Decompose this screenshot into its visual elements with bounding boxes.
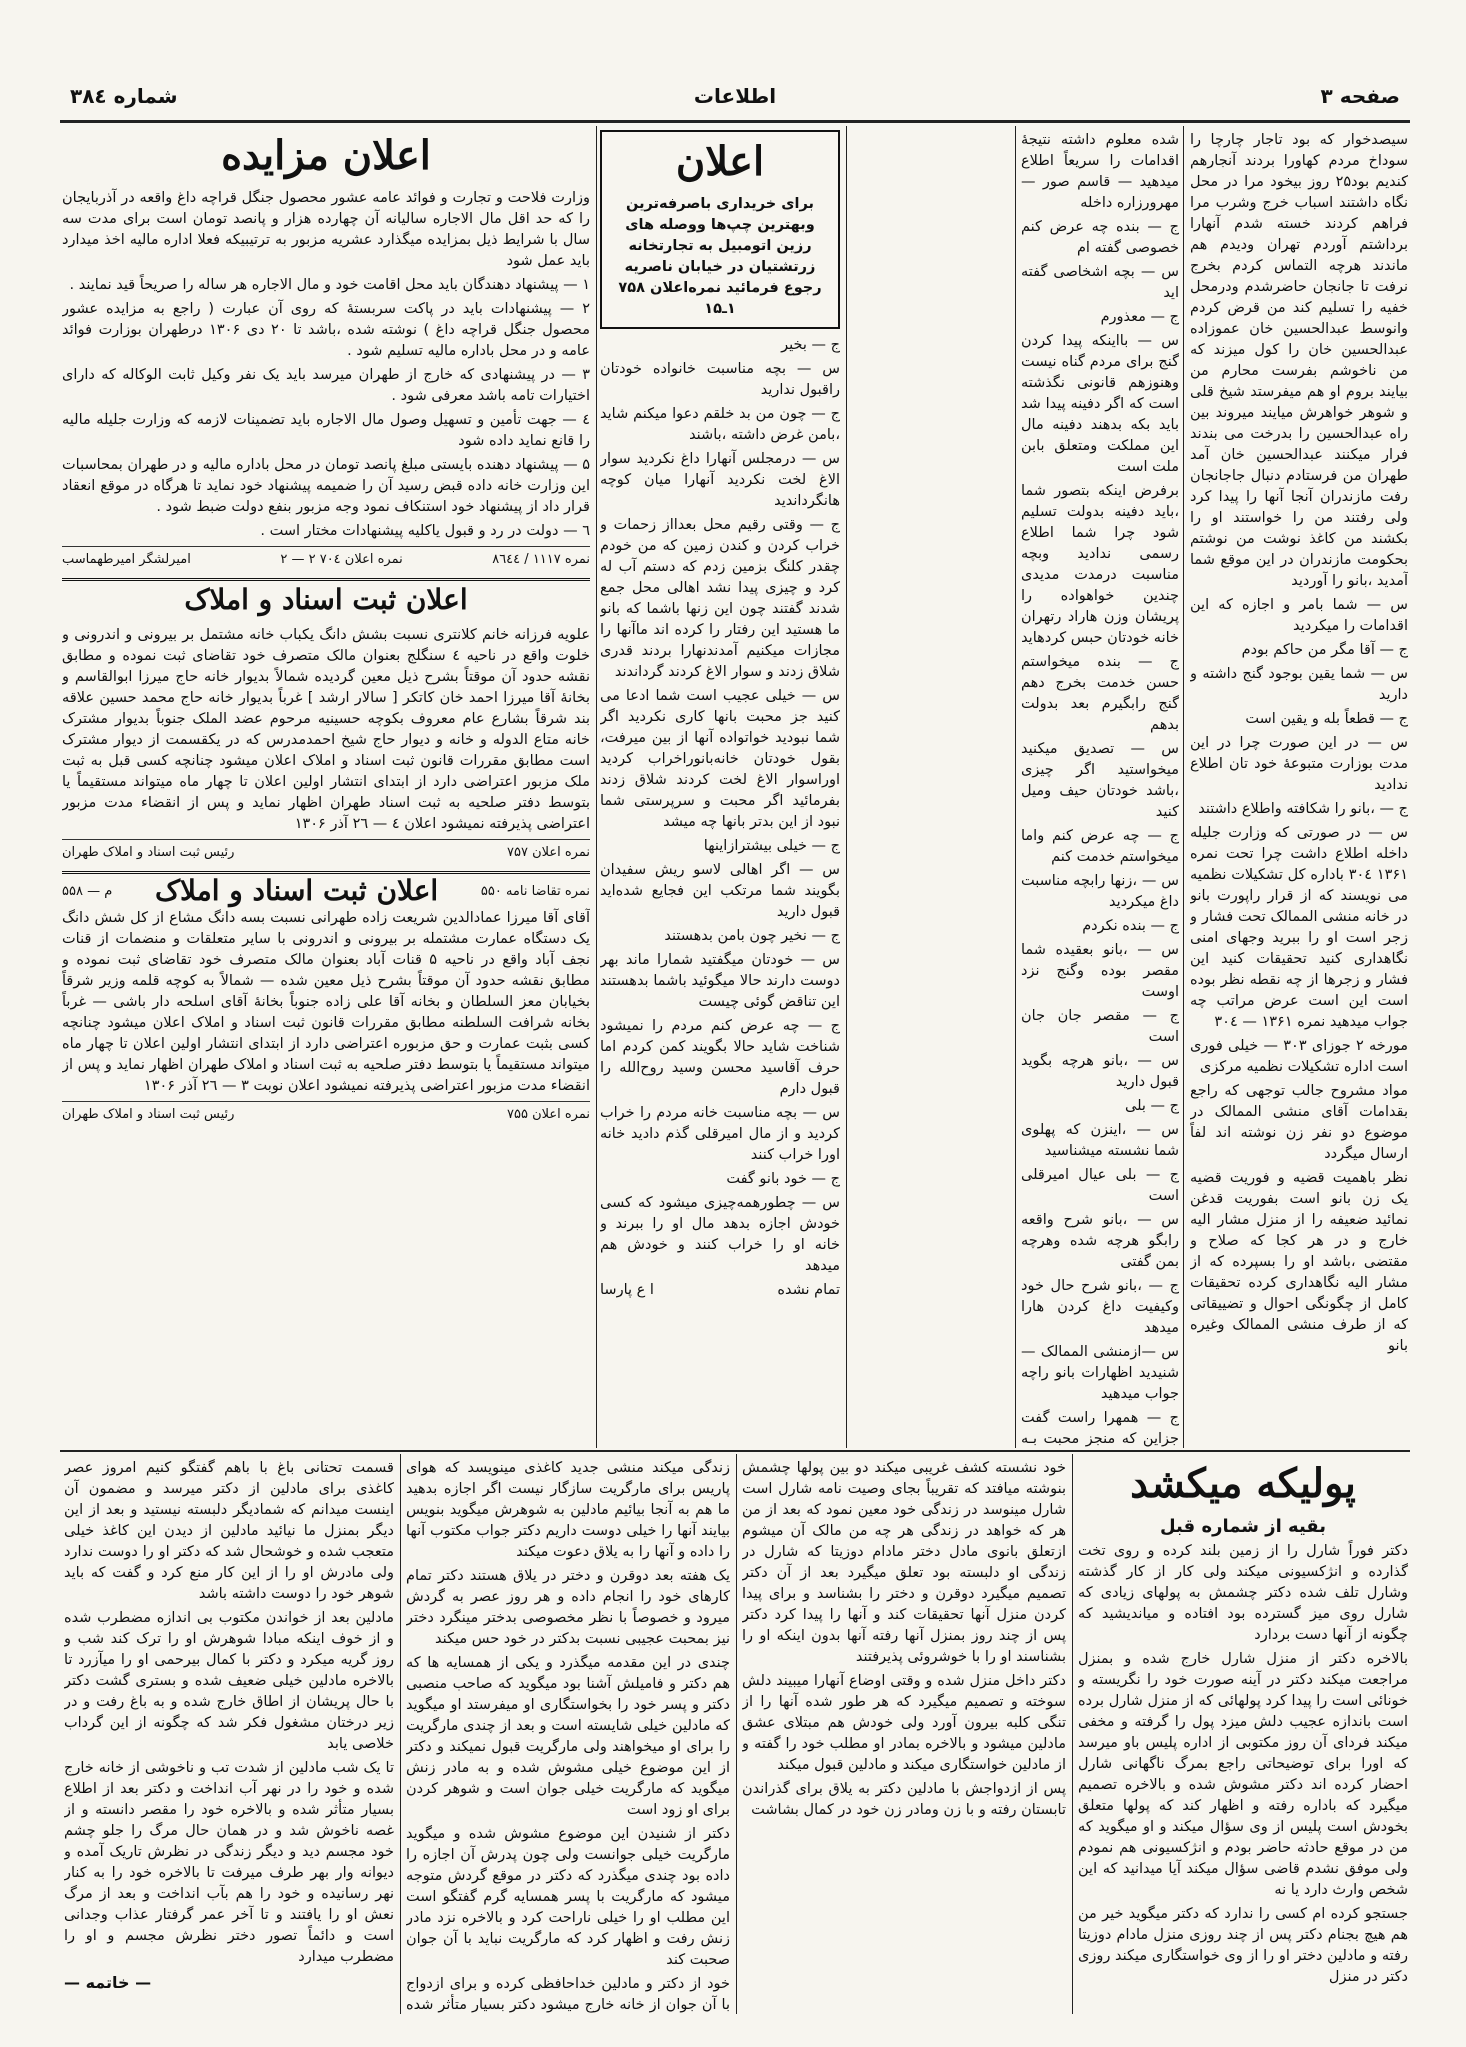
registration2-text: آقای آقا میرزا عمادالدین شریعت زاده طهرانی نسبت بسه دانگ مشاع از کل شش دانگ یک دستگاه عمارت مشتمله بر بیرونی و اندرونی با سایر متعلقات و منضمات از قنات نجف آباد واقع در ناحیه ۵ قنات آباد بعنوان مالک متصرف خود تقاضای ثبت نموده و مطابق نقشه حدود آن موقتاً بشرح ذیل معین شده — شمالاً به کوچه قلمه وزیر شرقاً بخیابان معز السلطان و بخانه آقا علی زاده جنوباً بخانهٔ آقای اسلحه دار باشی — غرباً بخانه شرافت السلطنه مطابق مقررات قانون ثبت اسناد و املاک اعلان میشود چنانچه کسی بثبت عمارت و حق مزبوره اعتراضی دارد از ابتدای انتشار اولین اعلان تا چهار ماه میتواند مستقیماً یا بتوسط دفتر صلحیه به ثبت اسناد و املاک طهران اظهار نماید و پس از انقضاء مدت مزبور اعتراضی پذیرفته نمیشود اعلان نوبت ۳ — ۲٦ آذر ۱۳۰۶ <box>62 910 590 1094</box>
paragraph: س — بچه اشخاصی گفته اید <box>1021 264 1179 301</box>
paragraph: دکتر داخل منزل شده و وقتی اوضاع آنهارا میبیند دلش سوخته و تصمیم میگیرد که هر طور شده آنها را از تنگی کلبه بیرون آورد ولی خودش هم مبتلای عشق مادلین میشود و بالاخره بمادر او مطلب خود را گفته و از مادلین خواستگاری میکند و مادلین قبول میکند <box>742 1673 1066 1773</box>
request-number: نمره تقاضا نامه ۵۵۰ <box>480 883 590 899</box>
paragraph: برفرض اینکه بتصور شما ،باید دفینه بدولت تسلیم شود چرا شما اطلاع رسمی ندادید وبچه مناسبت درمدت مدیدی چندین خواهواده را پریشان وزن هاراد رتهران خانه خودتان حبس کردهاید <box>1021 483 1179 646</box>
paragraph: ج — معذورم <box>1100 309 1179 325</box>
serial-column-1 <box>1078 1458 1408 2016</box>
signature-line <box>600 1280 840 1301</box>
paragraph: س — ،بانو بعقیده شما مقصر بوده وگنج نزد اوست <box>1021 942 1179 1000</box>
paragraph: س — اگر اهالی لاسو ریش سفیدان بگویند شما مرتکب این فجایع شده‌اید قبول دارید <box>600 862 840 920</box>
column-divider <box>846 126 847 1448</box>
paragraph: مادلین بعد از خواندن مکتوب بی اندازه مضطرب شده و از خوف اینکه مبادا شوهرش او را ترک کند شب و روز گریه میکرد و دکتر با کمال بیرحمی او را میآزرد تا بالاخره مادلین خیلی ضعیف شده و بستری گشت دکتر با حال پریشان از اطاق خارج شده و به باغ رفت و در زیر درختان مشغول فکر شد که چگونه از این گرداب خلاصی یابد <box>64 1610 394 1752</box>
paragraph: س — درمجلس آنهارا داغ نکردید سوار الاغ لخت نکردید آنهارا میان کوچه هانگرداندید <box>600 451 840 509</box>
paragraph: یک هفته بعد دوقرن و دختر در یلاق هستند دکتر تمام کارهای خود را انجام داده و هر روز عصر به گردش میرود و خصوصاً با نظر مخصوصی بدختر مینگرد دختر نیز بمحبت عجیبی نسبت بدکتر در خود حس میکند <box>406 1568 730 1647</box>
footer-field: نمره اعلان ۷۵۷ <box>506 845 590 860</box>
column-divider <box>596 126 597 1448</box>
paragraph: مواد مشروح جالب توجهی که راجع بقدامات آقای منشی الممالک در موضوع دو نفر زن نوشته اند لفاً ارسال میگردد <box>1190 1083 1408 1162</box>
paragraph: نظر باهمیت قضیه و فوریت قضیه یک زن بانو است بفوریت قدغن نمائید ضعیفه را از منزل مشار الیه خارج و در هر کجا که صلاح و مقتضی ،باشد او را بسپرده که از مشار الیه نگاهداری کرده تحقیقات کامل از چگونگی احوال و تضییقاتی که از طرف منشی الممالک وغیره بانو <box>1190 1170 1408 1354</box>
auction-item: ۳ — در پیشنهادی که خارج از طهران میرسد باید یک نفر وکیل ثابت الوکاله که دارای اختیارات تامه باشد معرفی شود . <box>62 367 590 404</box>
paragraph: ج — نخیر چون بامن بدهستند <box>664 928 840 944</box>
auction-footer <box>62 546 590 570</box>
paragraph: ج — چه عرض کنم واما میخواستم خدمت کنم <box>1021 828 1179 865</box>
header-rule <box>60 120 1410 123</box>
paragraph: ج — چه عرض کنم مردم را نمیشود شناخت شاید حالا بگویند کمن کردم اما حرف آقاسید محسن وسید روح‌الله را قبول دارم <box>600 1018 840 1097</box>
paragraph: مورخه ۲ جوزای ۳۰۳ — خیلی فوری است اداره تشکیلات نظمیه مرکزی <box>1190 1038 1408 1075</box>
paragraph: جستجو کرده ام کسی را ندارد که دکتر میگوید خیر من هم هیچ بجنام دکتر پس از چند روزی منزل مادام دوزیتا رفته و مادلین دختر او را از وی خواستگاری میکند روزی دکتر در منزل <box>1078 1906 1408 1985</box>
registration-title: اعلان ثبت اسناد و املاک <box>184 583 468 616</box>
registration2-footer <box>62 1101 590 1125</box>
paragraph: زندگی میکند منشی جدید کاغذی مینویسد که هوای پاریس برای مارگریت سازگار نیست اگر اجازه بدهید ما هم به آنجا بیائیم مادلین به شوهرش میگوید بنویس بیایند آنها را خیلی دوست داریم دکتر جواب مکتوب آنها را داده و آنها را به یلاق دعوت میکند <box>406 1460 730 1560</box>
paragraph: س — خودتان میگفتید شمارا ماند بهر دوست دارند حالا میگوئید باشما بدهستند این تناقض گوئی چیست <box>600 952 840 1010</box>
author-signature: ا ع پارسا <box>600 1282 654 1298</box>
registration2-title: اعلان ثبت اسناد و املاک <box>154 874 439 907</box>
paragraph: پس از ازدواجش با مادلین دکتر به یلاق برای گذراندن تابستان رفته و با زن ومادر زن خود در کمال بشاشت <box>742 1781 1066 1818</box>
auction-item: ۲ — پیشنهادات باید در پاکت سربستهٔ که روی آن عبارت ( راجع به مزایده عشور محصول جنگل قراچه داغ ) نوشته شده ،باشد تا ۲۰ دی ۱۳۰۶ درطهران بوزارت فوائد عامه و در محل باداره مالیه تسلیم شود . <box>62 301 590 359</box>
paragraph: ج — آقا مگر من حاکم بودم <box>1241 642 1408 658</box>
registration-footer <box>62 839 590 863</box>
page-number: صفحه ۳ <box>1320 84 1400 108</box>
issue-number: شماره ۳۸٤ <box>70 84 178 108</box>
paragraph: س — در این صورت چرا در این مدت بوزارت متبوعهٔ خود تان اطلاع ندادید <box>1190 735 1408 793</box>
footer-field: نمره ۱۱۱۷ / ۸٦٤٤ <box>492 552 590 567</box>
paragraph: س —ازمنشی الممالک — شنیدید اظهارات بانو راچه جواب میدهید <box>1021 1344 1179 1402</box>
footer-field: رئیس ثبت اسناد و املاک طهران <box>62 1107 235 1122</box>
column-divider <box>1183 126 1184 1448</box>
ad-title: اعلان <box>675 138 765 185</box>
paragraph: س — تصدیق میکنید میخواستید اگر چیزی ،باشد خودتان حیف ومیل کنید <box>1021 741 1179 820</box>
paragraph: ج — چون من بد خلقم دعوا میکنم شاید ،بامن غرض داشته ،باشند <box>600 406 840 443</box>
serial-column-2 <box>742 1458 1066 2016</box>
interrogation-column-3 <box>600 130 840 1448</box>
paragraph: ج — بلی عیال امیرقلی است <box>1021 1167 1179 1204</box>
auction-item: ٤ — جهت تأمین و تسهیل وصول مال الاجاره باید تضمینات لازمه که وزارت جلیله مالیه را قانع نماید داده شود <box>62 412 590 449</box>
paragraph: س — بااینکه پیدا کردن گنج برای مردم گناه نیست وهنوزهم قانونی نگذشته است که اگر دفینه پیدا شد باید بکه بدهند دفینه مال این مملکت ومتعلق بابن ملت است <box>1021 333 1179 475</box>
paragraph: خود نشسته کشف غریبی میکند دو بین پولها چشمش بنوشته میافتد که تقریباً بجای وصیت نامه شارل است شارل مینوسد در زندگی خود معین نمود که بعد از من هر که خواهد در زندگی هر چه من مالک آن میشوم ازتعلق بانوی مادل دختر مادام دوزیتا که شارل در زندگی او دلبسته بود تعلق میگیرد بعد از آن دکتر تصمیم میگیرد دوقرن و دختر را بشناسد و برای پیدا کردن منزل آنها تحقیقات کند و آنها را پیدا کرد دکتر پس از چند روز بمنزل آنها رفته آنها بدون اینکه او را بشناسند او را با خوشروئی پذیرفتند <box>742 1460 1066 1665</box>
paragraph: س — ،بانو هرچه بگوید قبول دارید <box>1021 1053 1179 1090</box>
paragraph: ج — مقصر جان جان است <box>1021 1008 1179 1045</box>
serial-column-4 <box>64 1458 394 2016</box>
paragraph: ج — بنده نکردم <box>1082 918 1179 934</box>
advertisement-box <box>600 130 840 329</box>
paragraph: تا یک شب مادلین از شدت تب و ناخوشی از خانه خارج شده و خود را در نهر آب انداخت و دکتر بعد از اطلاع بسیار متأثر شده و بالاخره خود را مقصر دانسته و از غصه ناخوش شد و در همان حال مرگ را جلو چشم خود مجسم دید و دیگر زندگی در نظرش تاریک آمده و دیوانه وار بهر طرف میرفت تا بالاخره خود را به کنار نهر رسانیده و خود را هم بآب انداخت و بعد از مرگ نعش او را یافتند و تا آخر عمر گرفتار عذاب وجدانی است و دائماً تصور دختر نظرش مجسم و او را مضطرب میدارد <box>64 1760 394 1965</box>
paragraph: س — ،اینزن که پهلوی شما نشسته میشناسید <box>1021 1122 1179 1159</box>
paragraph: س — در صورتی که وزارت جلیله داخله اطلاع داشت چرا تحت نمره ۱۳۶۱ ۳۰٤ باداره کل تشکیلات نظمیه می نویسند که از قرار راپورت بانو در خانه منشی الممالک تحت فشار و زجر است او را ببرید وجهای امنی نگاهداری کنید تحقیقات کنید این فشار و زجرها از چه نقطه نظر بوده است این است عرض مراتب چه جواب میدهید نمره ۱۳۶۱ — ۳۰٤ <box>1190 825 1408 1030</box>
footer-field: نمره اعلان ۷۵۵ <box>506 1107 590 1122</box>
notice-code: م — ۵۵۸ <box>62 883 113 899</box>
paragraph: س — ،زنها رابچه مناسبت داغ میکردید <box>1021 873 1179 910</box>
ad-text: برای خریداری باصرفه‌ترین وبهترین چپ‌ها ووصله های رزین اتومبیل به تجارتخانه زرتشتیان در خیابان ناصریه رجوع فرمائید نمره‌اعلان ۷۵۸ ۱ـ۱۵ <box>618 196 822 317</box>
serial-subtitle: بقیه از شماره قبل <box>1159 1516 1327 1537</box>
notices-column <box>62 130 590 1448</box>
paragraph: ج — بنده چه عرض کنم خصوصی گفته ام <box>1021 219 1179 256</box>
interrogation-column-2 <box>1021 130 1179 1448</box>
paragraph: قسمت تحتانی باغ با باهم گفتگو کنیم امروز عصر کاغذی برای مادلین از دکتر میرسد و مضمون آن اینست میدانم که شمادیگر دلبسته نیستید و بعد از این دیگر بمنزل ما نیائید مادلین از دیدن این کاغذ خیلی متعجب شده و خوشحال شد که دکتر او را دوست ندارد ولی مادرش او را از این کار منع کرد و گفت که باید شوهر خود را دوست داشته باشد <box>64 1460 394 1602</box>
column-divider <box>1072 1454 1073 2014</box>
column-divider <box>736 1454 737 2014</box>
auction-item: ۵ — پیشنهاد دهنده بایستی مبلغ پانصد تومان در محل باداره مالیه و در طهران بمحاسبات این وزارت خانه داده قبض رسید آن را ضمیمه پیشنهاد خود نماید تا هرگاه در موقع انعقاد قرار داد از پیشنهاد خود استنکاف نمود وجه مزبور بنفع دولت ضبط شود . <box>62 457 590 515</box>
paragraph: ج — بنده میخواستم حسن خدمت بخرج دهم گنج رابگیرم بعد بدولت بدهم <box>1021 654 1179 733</box>
paragraph: ج — بلی <box>1125 1098 1179 1114</box>
serial-end-mark: — خاتمه — <box>64 1973 152 1992</box>
paragraph: ج — خیلی بیشترازاینها <box>703 838 840 854</box>
footer-field: رئیس ثبت اسناد و املاک طهران <box>62 845 235 860</box>
paragraph: ج — قطعاً بله و یقین است <box>1245 711 1408 727</box>
serial-column-3 <box>406 1458 730 2016</box>
newspaper-page <box>60 84 1410 2020</box>
paragraph: ج — وقتی رقیم محل بعدااز زحمات و خراب کردن و کندن زمین که من خودم چقدر کلنگ بزمین زدم که دستم آب له کرد و چیزی پیدا نشد اهالی محل جمع شدند گفتند چون این زنها باشما که بانو ما هستید این رفتار را کرده اند ماآنها را مجازات میکنیم آمدندنهارا بردند قدری شلاق زدند و سوار الاغ کردند گرداندند <box>600 517 840 680</box>
registration2-header <box>62 874 590 908</box>
serial-title: پولیکه میکشد <box>1130 1460 1356 1507</box>
column-divider <box>1015 126 1016 1448</box>
paragraph: س — شما بامر و اجازه که این اقدامات را میکردید <box>1190 597 1408 634</box>
footer-field: امیرلشگر امیرطهماسب <box>62 552 191 567</box>
paragraph: س — بچه مناسبت خانواده خودتان راقبول ندارید <box>600 361 840 398</box>
interrogation-column-1 <box>1190 130 1408 1448</box>
paragraph: س — ،بانو شرح واقعه رابگو هرچه شده وهرچه بمن گفتی <box>1021 1212 1179 1270</box>
paragraph: خود از دکتر و مادلین خداحافظی کرده و برای ازدواج با آن جوان از خانه خارج میشود دکتر بسیار متأثر شده <box>406 1976 730 2013</box>
paragraph: س — بچه مناسبت خانه مردم را خراب کردید و از مال امیرقلی گذم دادید خانه اورا خراب کنند <box>600 1105 840 1163</box>
paragraph: ج — خود بانو گفت <box>726 1171 840 1187</box>
paragraph: چندی در این مقدمه میگذرد و یکی از همسایه ها که هم دکتر و فامیلش آشنا بود میگوید که صاحب منصبی دکتر و پسر خود را بخواستگاری او میفرستد او میگوید که مادلین خیلی شایسته است و بعد از چندی مارگریت را برای او میخواهند ولی مارگریت قبول نمیکند و دکتر از این موضوع خیلی مشوش شده و به مادر زنش میگوید که مارگریت خیلی جوان است و شوهر کردن برای او زود است <box>406 1655 730 1818</box>
paragraph: ج — بخیر <box>781 337 840 353</box>
registration-text: علویه فرزانه خانم کلانتری نسبت بشش دانگ یکباب خانه مشتمل بر بیرونی و اندرونی و خلوت واقع در ناحیه ٤ سنگلج بعنوان مالک متصرف خود تقاضای ثبت نموده و مطابق نقشه حدود آن موقتاً بشرح ذیل معین گردیده شمالاً بدیوار خانه حاج میرزا ابوالقاسم و بخانهٔ آقا میرزا احمد خان کاتکر [ سالار ارشد ] غرباً بدیوار خانه حاج محمد حسین علاقه بند شرقاً بشارع عام معروف بکوچه حسینیه مرحوم عضد الملک جنوباً بدیوار مشترک خانه متاع الدوله و خانه و دیوار حاج شیخ احمدمدرس که در یکقسمت از دیوار مشترک است مطابق مقررات قانون ثبت اسناد و املاک اعلان میشود چنانچه کسی قبل به ثبت ملک مزبور اعتراضی دارد از ابتدای انتشار اولین اعلان تا چهار ماه میتواند مستقیماً یا بتوسط دفتر صلحیه به ثبت اسناد طهران اظهار نماید و پس از انقضاء مدت مزبور اعتراضی پذیرفته نمیشود اعلان ٤ — ۲٦ آذر ۱۳۰۶ <box>62 627 590 832</box>
paragraph: دکتر از شنیدن این موضوع مشوش شده و میگوید مارگریت خیلی جوانست ولی چون پدرش آن اجازه را داده بود چندی میگذرد که دکتر در موقع گردش متوجه میشود که مارگریت با پسر همسایه گرم گفتگو است این مطلب او را خیلی ناراحت کرد و بالاخره نزد مادر زنش رفت و اظهار کرد که مارگریت نباید با آن جوان صحبت کند <box>406 1826 730 1968</box>
paragraph: بالاخره دکتر از منزل شارل خارج شده و بمنزل مراجعت میکند دکتر در آینه صورت خود را نگریسته و خونائی است را پیدا کرد پولهائی که از منزل شارل برده است باندازه عجیب دلش میزد پول را گرفته و مخفی میکند فردای آن روز مکتوبی از اداره پلیس باو میرسد که اورا برای توضیحاتی راجع بمرگ ناگهانی شارل احضار کرده اند دکتر مشوش شده و بالاخره تصمیم میگیرد که باداره رفته و اظهار کند که پولها متعلق بخودش است پلیس از وی سؤال میکند و او میگوید که من در موقع حادثه حاضر بودم و انژکسیونی هم نمودم ولی موفق نشدم قاضی سؤال میکند آیا میدانید که این شخص وارث دارد یا نه <box>1078 1651 1408 1898</box>
paragraph: ج — همهرا راست گفت جزاین که منجز محبت بـه <box>1021 1410 1179 1447</box>
column-divider <box>400 1454 401 2014</box>
footer-field: نمره اعلان ۷۰٤ ۲ — ۲ <box>280 552 403 567</box>
paragraph: ج — ،بانو شرح حال خود وکیفیت داغ کردن هارا میدهد <box>1021 1278 1179 1336</box>
auction-item: ٦ — دولت در رد و قبول یاکلیه پیشنهادات مختار است . <box>260 523 590 539</box>
paragraph: دکتر فوراً شارل را از زمین بلند کرده و روی تخت گذارده و انژکسیونی میکند ولی کار از کار گذشته وشارل تلف شده دکتر چشمش به پولهای زیادی که شارل روی میز گسترده بود افتاده و میاندیشید که چگونه از آنها دست بردارد <box>1078 1543 1408 1643</box>
paragraph: شده معلوم داشته نتیجهٔ اقدامات را سریعاً اطلاع میدهید — قاسم صور — مهرورزاره داخله <box>1021 132 1179 211</box>
auction-intro: وزارت فلاحت و تجارت و فوائد عامه عشور محصول جنگل قراچه داغ واقعه در آذربایجان را که حد اقل مال الاجاره سالیانه آن چهارده هزار و پانصد تومان است برای مدت سه سال با شرایط ذیل بمزایده میگذارد عشریه مزبور به ترتیبیکه فعلا اداره مالیه اخذ میدارد باید عمل شود <box>62 190 590 269</box>
divider <box>62 578 590 581</box>
auction-item: ۱ — پیشنهاد دهندگان باید محل اقامت خود و مال الاجاره هر ساله را صریحاً قید نمایند . <box>69 277 590 293</box>
section-rule <box>60 1450 1410 1452</box>
auction-title: اعلان مزایده <box>221 132 431 179</box>
page-header <box>60 84 1410 118</box>
paragraph: سیصدخوار که بود تاجار چارچا را سوداخ مردم کهاورا بردند آنجارهم کندیم بود۲۵ روز بیخود مرا در محل نگاه داشتند اسباب خرج وشرب مرا فراهم کردند خسته شدم آنهارا برداشتم آوردم تهران ودیدم هم ماندند هرچه التماس کردم بخرج نرفت تا جانجان حاضرشدم ودرمحل خفیه را تسلیم کند من قرض کردم وانوسط عبدالحسین خان عموزاده عبدالحسین خان را کول میزند که من ناخوشم بفرست محارم من بیایند بروم او هم میفرستد شیخ قلی و شوهر خواهرش میایند میروند بین راه عبدالحسین را بدرخت می بندند فرار میکنند عبدالحسین خان آمد طهران من فرستادم دنبال جاجانجان رفت مازندران آنجا آنها را پیدا کرد ولی رفتند من را خواستند او را بکشند من کاغذ نوشت من نوشتم بحکومت مازندران در این موقع شما آمدید ،بانو را آوردید <box>1190 132 1408 589</box>
paragraph: س — چطورهمه‌چیزی میشود که کسی خودش اجازه بدهد مال او را ببرند و خانه او را خراب کنند و خودش هم میدهد <box>600 1195 840 1274</box>
paragraph: س — شما یقین بوجود گنج داشته و دارید <box>1190 666 1408 703</box>
paper-name: اطلاعات <box>693 84 777 108</box>
to-be-continued: تمام نشده <box>777 1282 840 1298</box>
paragraph: س — خیلی عجیب است شما ادعا می کنید جز محبت بانها کاری نکردید اگر شما نبودید خواتواده آنها از بین میرفت، بقول خودتان خانه‌بانوراخراب کردید اوراسوار الاغ لخت کردند شلاق زدند بفرمائید اگر محبت و سرپرستی شما نبود از این بدتر بانها چه میشد <box>600 688 840 830</box>
paragraph: ج — ،بانو را شکافته واطلاع داشتند <box>1198 801 1408 817</box>
